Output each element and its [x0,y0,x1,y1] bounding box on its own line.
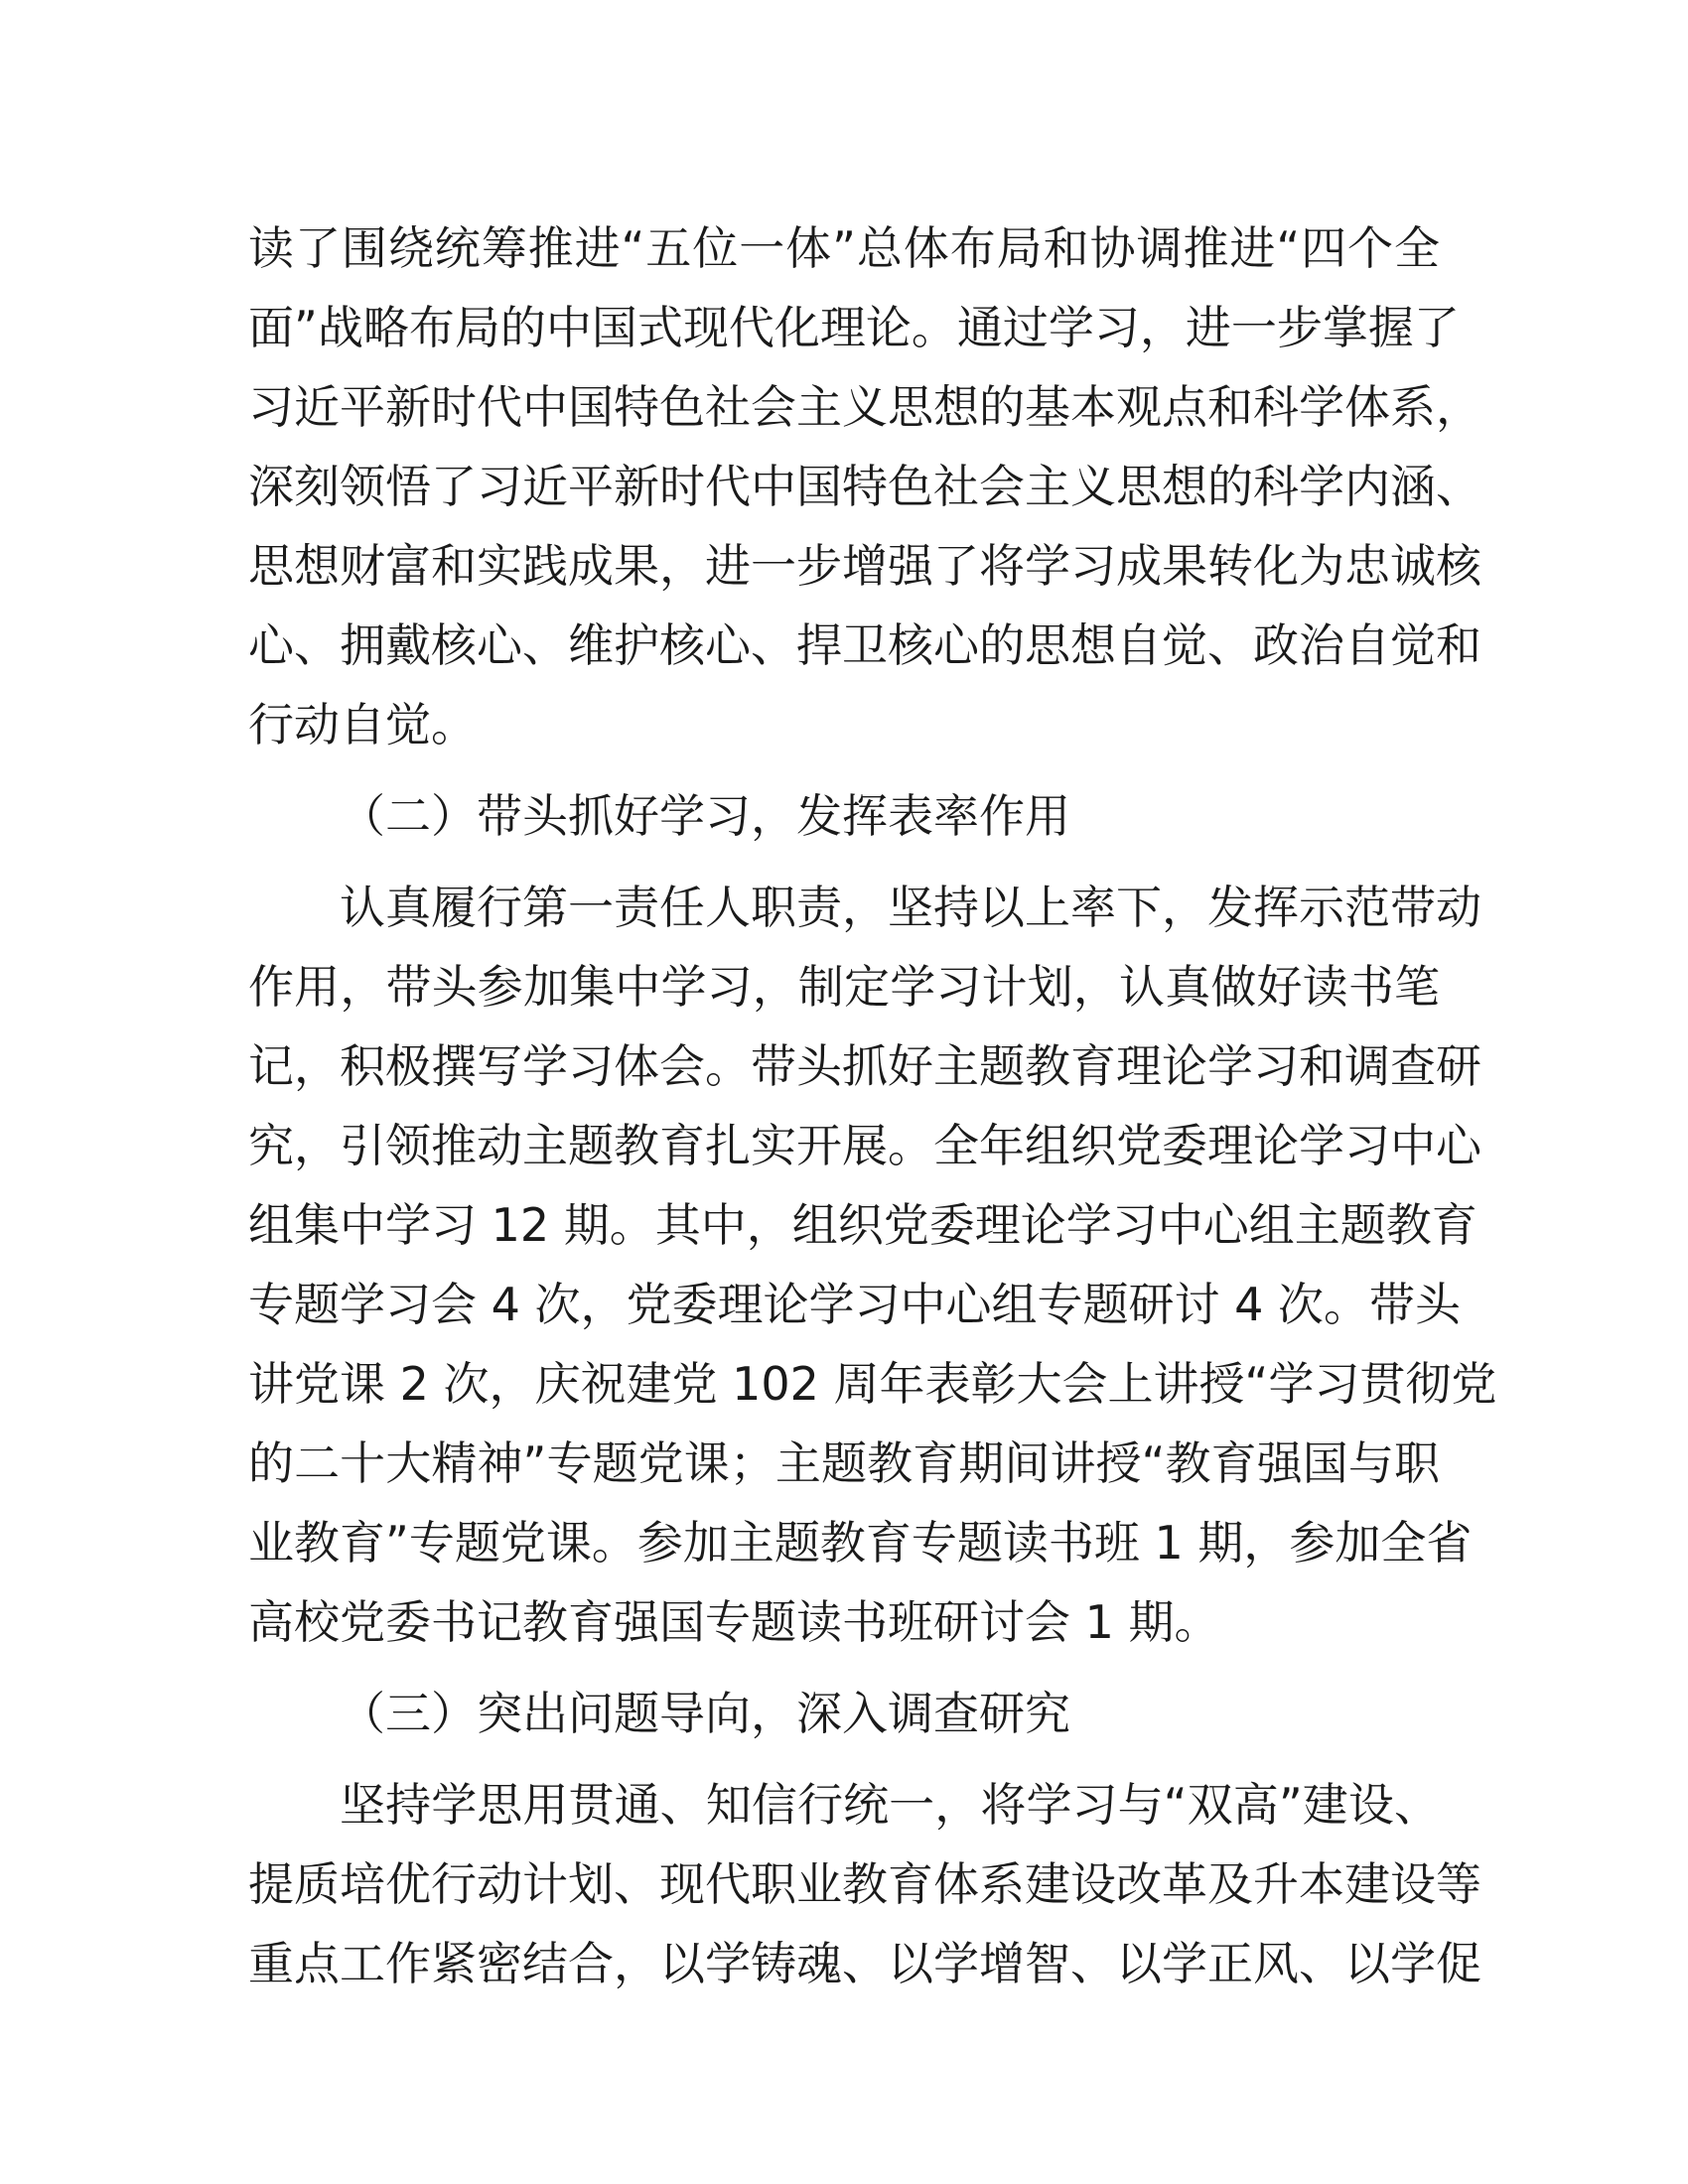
text-line: 心、拥戴核心、维护核心、捍卫核心的思想自觉、政治自觉和 [248,618,1481,672]
text-line: 坚持学思用贯通、知信行统一，将学习与“双高”建设、 [340,1778,1440,1832]
section-heading [248,776,1440,856]
text-line: 讲党课 2 次，庆祝建党 102 周年表彰大会上讲授“学习贯彻党 [248,1357,1497,1411]
text-line: 习近平新时代中国特色社会主义思想的基本观点和科学体系， [248,380,1481,434]
text-line: 重点工作紧密结合，以学铸魂、以学增智、以学正风、以学促 [248,1937,1481,1990]
text-line: 业教育”专题党课。参加主题教育专题读书班 1 期，参加全省 [248,1516,1473,1570]
text-line: 认真履行第一责任人职责，坚持以上率下，发挥示范带动 [340,881,1481,934]
text-line: 思想财富和实践成果，进一步增强了将学习成果转化为忠诚核 [248,539,1481,593]
text-line: 高校党委书记教育强国专题读书班研讨会 1 期。 [248,1595,1220,1649]
section-heading [248,1674,1440,1753]
heading-text: （三）突出问题导向，深入调查研究 [340,1687,1070,1740]
text-line: 的二十大精神”专题党课；主题教育期间讲授“教育强国与职 [248,1436,1440,1490]
text-line: 深刻领悟了习近平新时代中国特色社会主义思想的科学内涵、 [248,460,1481,513]
text-line: 作用，带头参加集中学习，制定学习计划，认真做好读书笔 [248,960,1440,1014]
text-line: 面”战略布局的中国式现代化理论。通过学习，进一步掌握了 [248,301,1460,354]
paragraph [248,1765,1481,2003]
document-body [248,208,1497,2003]
paragraph-continuation [248,208,1481,764]
heading-text: （二）带头抓好学习，发挥表率作用 [340,789,1070,843]
text-line: 记，积极撰写学习体会。带头抓好主题教育理论学习和调查研 [248,1039,1481,1093]
text-line: 读了围绕统筹推进“五位一体”总体布局和协调推进“四个全 [248,221,1440,275]
text-line: 提质培优行动计划、现代职业教育体系建设改革及升本建设等 [248,1857,1481,1911]
paragraph [248,868,1497,1662]
text-line: 组集中学习 12 期。其中，组织党委理论学习中心组主题教育 [248,1198,1477,1252]
text-line: 专题学习会 4 次，党委理论学习中心组专题研讨 4 次。带头 [248,1278,1462,1331]
text-line: 究，引领推动主题教育扎实开展。全年组织党委理论学习中心 [248,1119,1481,1172]
text-line: 行动自觉。 [248,698,477,751]
